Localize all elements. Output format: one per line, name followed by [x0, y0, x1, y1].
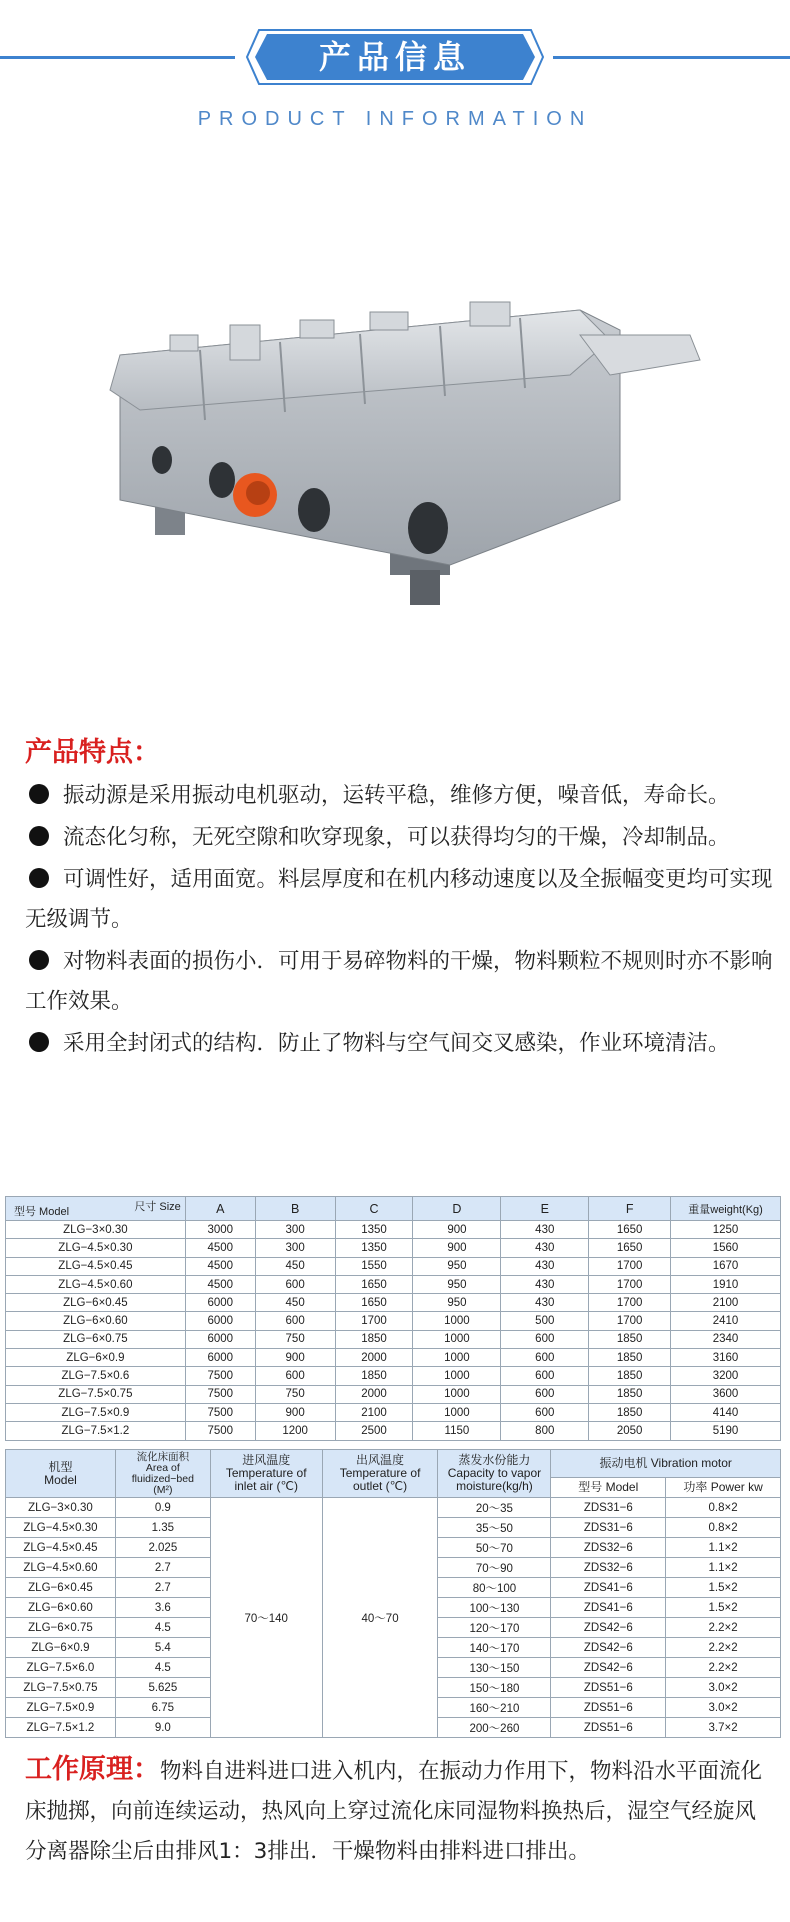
value-cell: 4500 [185, 1275, 255, 1293]
value-cell: 1560 [671, 1239, 781, 1257]
fluid-bed-dryer-illustration [100, 300, 720, 630]
model-cell: ZLG−4.5×0.30 [6, 1518, 116, 1538]
motor-model-cell: ZDS41−6 [551, 1578, 666, 1598]
features-title: 产品特点： [25, 737, 160, 768]
motor-power-cell: 3.0×2 [666, 1678, 781, 1698]
model-cell: ZLG−3×0.30 [6, 1221, 186, 1239]
value-cell: 430 [501, 1221, 589, 1239]
header-area: 流化床面积 Area of fluidized−bed (M²) [115, 1450, 210, 1498]
motor-power-cell: 2.2×2 [666, 1658, 781, 1678]
value-cell: 1850 [335, 1330, 413, 1348]
value-cell: 1850 [589, 1403, 671, 1421]
motor-model-cell: ZDS51−6 [551, 1678, 666, 1698]
model-cell: ZLG−4.5×0.30 [6, 1239, 186, 1257]
value-cell: 2340 [671, 1330, 781, 1348]
motor-power-cell: 1.5×2 [666, 1578, 781, 1598]
header-model: 机型 Model [6, 1450, 116, 1498]
col-header: E [501, 1197, 589, 1221]
header-motor-model: 型号 Model [551, 1478, 666, 1498]
model-cell: ZLG−6×0.45 [6, 1578, 116, 1598]
value-cell: 7500 [185, 1403, 255, 1421]
header-outlet: 出风温度 Temperature of outlet (℃) [322, 1450, 438, 1498]
motor-power-cell: 0.8×2 [666, 1518, 781, 1538]
model-cell: ZLG−7.5×0.75 [6, 1678, 116, 1698]
value-cell: 1910 [671, 1275, 781, 1293]
feature-text: 采用全封闭式的结构．防止了物料与空气间交叉感染，作业环境清洁。 [63, 1031, 730, 1056]
motor-power-cell: 2.2×2 [666, 1638, 781, 1658]
value-cell: 1850 [589, 1367, 671, 1385]
value-cell: 2100 [335, 1403, 413, 1421]
table-row [6, 1385, 781, 1403]
capacity-cell: 120～170 [438, 1618, 551, 1638]
header-motor: 振动电机 Vibration motor [551, 1450, 781, 1478]
value-cell: 900 [413, 1239, 501, 1257]
model-cell: ZLG−7.5×6.0 [6, 1658, 116, 1678]
header-line-left [0, 56, 235, 59]
value-cell: 1650 [335, 1275, 413, 1293]
value-cell: 3600 [671, 1385, 781, 1403]
header-line-right [553, 56, 790, 59]
value-cell: 900 [255, 1403, 335, 1421]
model-cell: ZLG−6×0.9 [6, 1638, 116, 1658]
value-cell: 2000 [335, 1349, 413, 1367]
value-cell: 4500 [185, 1257, 255, 1275]
table-row [6, 1294, 781, 1312]
bullet-icon [29, 868, 49, 888]
feature-text: 对物料表面的损伤小．可用于易碎物料的干燥，物料颗粒不规则时亦不影响工作效果。 [25, 949, 773, 1014]
value-cell: 430 [501, 1275, 589, 1293]
value-cell: 1250 [671, 1221, 781, 1239]
bullet-icon [29, 826, 49, 846]
corner-cell [6, 1197, 186, 1221]
value-cell: 1350 [335, 1221, 413, 1239]
model-cell: ZLG−4.5×0.60 [6, 1558, 116, 1578]
table-row [6, 1275, 781, 1293]
title-banner [245, 28, 545, 86]
dimensions-table [5, 1196, 781, 1441]
value-cell: 2000 [335, 1385, 413, 1403]
value-cell: 7500 [185, 1367, 255, 1385]
model-cell: ZLG−6×0.75 [6, 1330, 186, 1348]
col-header: F [589, 1197, 671, 1221]
header-capacity: 蒸发水份能力 Capacity to vapor moisture(kg/h) [438, 1450, 551, 1498]
value-cell: 750 [255, 1385, 335, 1403]
area-cell: 1.35 [115, 1518, 210, 1538]
value-cell: 900 [255, 1349, 335, 1367]
value-cell: 750 [255, 1330, 335, 1348]
model-cell: ZLG−4.5×0.45 [6, 1257, 186, 1275]
table-row [6, 1312, 781, 1330]
motor-power-cell: 1.1×2 [666, 1538, 781, 1558]
motor-model-cell: ZDS42−6 [551, 1658, 666, 1678]
col-header: B [255, 1197, 335, 1221]
motor-model-cell: ZDS32−6 [551, 1558, 666, 1578]
motor-model-cell: ZDS42−6 [551, 1618, 666, 1638]
value-cell: 6000 [185, 1294, 255, 1312]
table-row [6, 1498, 781, 1518]
value-cell: 300 [255, 1239, 335, 1257]
value-cell: 600 [501, 1385, 589, 1403]
model-cell: ZLG−7.5×1.2 [6, 1718, 116, 1738]
value-cell: 1650 [335, 1294, 413, 1312]
model-cell: ZLG−3×0.30 [6, 1498, 116, 1518]
value-cell: 600 [255, 1275, 335, 1293]
motor-model-cell: ZDS31−6 [551, 1498, 666, 1518]
value-cell: 1350 [335, 1239, 413, 1257]
motor-power-cell: 3.7×2 [666, 1718, 781, 1738]
feature-text: 振动源是采用振动电机驱动，运转平稳，维修方便，噪音低，寿命长。 [63, 783, 730, 808]
value-cell: 6000 [185, 1330, 255, 1348]
col-header: A [185, 1197, 255, 1221]
value-cell: 600 [501, 1349, 589, 1367]
header-inlet: 进风温度 Temperature of inlet air (℃) [210, 1450, 322, 1498]
feature-item [25, 818, 775, 858]
value-cell: 300 [255, 1221, 335, 1239]
value-cell: 1000 [413, 1330, 501, 1348]
value-cell: 600 [501, 1330, 589, 1348]
value-cell: 6000 [185, 1312, 255, 1330]
bullet-icon [29, 784, 49, 804]
value-cell: 1670 [671, 1257, 781, 1275]
value-cell: 1150 [413, 1422, 501, 1440]
value-cell: 500 [501, 1312, 589, 1330]
value-cell: 950 [413, 1275, 501, 1293]
motor-power-cell: 0.8×2 [666, 1498, 781, 1518]
table-row [6, 1239, 781, 1257]
capacity-cell: 20～35 [438, 1498, 551, 1518]
feature-item [25, 860, 775, 940]
value-cell: 1850 [589, 1330, 671, 1348]
feature-item [25, 942, 775, 1022]
value-cell: 430 [501, 1294, 589, 1312]
capacity-cell: 35～50 [438, 1518, 551, 1538]
feature-text: 可调性好，适用面宽。料层厚度和在机内移动速度以及全振幅变更均可实现无级调节。 [25, 867, 773, 932]
model-cell: ZLG−4.5×0.45 [6, 1538, 116, 1558]
features-section [25, 732, 775, 1064]
motor-model-cell: ZDS51−6 [551, 1698, 666, 1718]
section-header [0, 0, 790, 150]
inlet-temp-cell: 70～140 [210, 1498, 322, 1738]
area-cell: 2.025 [115, 1538, 210, 1558]
value-cell: 7500 [185, 1422, 255, 1440]
model-cell: ZLG−6×0.45 [6, 1294, 186, 1312]
capacity-cell: 100～130 [438, 1598, 551, 1618]
value-cell: 430 [501, 1239, 589, 1257]
value-cell: 1000 [413, 1403, 501, 1421]
table-header-row [6, 1450, 781, 1478]
model-cell: ZLG−6×0.60 [6, 1312, 186, 1330]
capacity-cell: 80～100 [438, 1578, 551, 1598]
value-cell: 3000 [185, 1221, 255, 1239]
corner-model-label: 型号 Model [14, 1206, 70, 1218]
table-row [6, 1422, 781, 1440]
value-cell: 1700 [589, 1275, 671, 1293]
value-cell: 7500 [185, 1385, 255, 1403]
value-cell: 600 [255, 1367, 335, 1385]
value-cell: 950 [413, 1294, 501, 1312]
value-cell: 900 [413, 1221, 501, 1239]
table-row [6, 1257, 781, 1275]
model-cell: ZLG−7.5×0.9 [6, 1698, 116, 1718]
area-cell: 3.6 [115, 1598, 210, 1618]
motor-model-cell: ZDS41−6 [551, 1598, 666, 1618]
table-row [6, 1349, 781, 1367]
col-header: 重量weight(Kg) [671, 1197, 781, 1221]
capacity-cell: 150～180 [438, 1678, 551, 1698]
model-cell: ZLG−6×0.75 [6, 1618, 116, 1638]
capacity-cell: 140～170 [438, 1638, 551, 1658]
principle-title: 工作原理： [25, 1754, 160, 1785]
product-image [100, 300, 720, 630]
page-title: 产品信息 [318, 38, 471, 76]
area-cell: 2.7 [115, 1558, 210, 1578]
bullet-icon [29, 1032, 49, 1052]
value-cell: 1850 [589, 1385, 671, 1403]
model-cell: ZLG−7.5×0.75 [6, 1385, 186, 1403]
value-cell: 450 [255, 1294, 335, 1312]
table-header-row [6, 1197, 781, 1221]
motor-power-cell: 2.2×2 [666, 1618, 781, 1638]
value-cell: 3160 [671, 1349, 781, 1367]
motor-model-cell: ZDS31−6 [551, 1518, 666, 1538]
value-cell: 2500 [335, 1422, 413, 1440]
model-cell: ZLG−4.5×0.60 [6, 1275, 186, 1293]
motor-model-cell: ZDS51−6 [551, 1718, 666, 1738]
area-cell: 4.5 [115, 1658, 210, 1678]
model-cell: ZLG−6×0.9 [6, 1349, 186, 1367]
capacity-cell: 70～90 [438, 1558, 551, 1578]
value-cell: 1000 [413, 1385, 501, 1403]
value-cell: 1000 [413, 1312, 501, 1330]
outlet-temp-cell: 40～70 [322, 1498, 438, 1738]
value-cell: 600 [501, 1367, 589, 1385]
capacity-cell: 200～260 [438, 1718, 551, 1738]
value-cell: 600 [255, 1312, 335, 1330]
value-cell: 1850 [335, 1367, 413, 1385]
value-cell: 1650 [589, 1239, 671, 1257]
model-cell: ZLG−6×0.60 [6, 1598, 116, 1618]
model-cell: ZLG−7.5×0.6 [6, 1367, 186, 1385]
motor-model-cell: ZDS32−6 [551, 1538, 666, 1558]
motor-model-cell: ZDS42−6 [551, 1638, 666, 1658]
value-cell: 3200 [671, 1367, 781, 1385]
area-cell: 0.9 [115, 1498, 210, 1518]
value-cell: 2050 [589, 1422, 671, 1440]
motor-power-cell: 3.0×2 [666, 1698, 781, 1718]
bullet-icon [29, 950, 49, 970]
feature-item [25, 776, 775, 816]
model-cell: ZLG−7.5×1.2 [6, 1422, 186, 1440]
motor-power-cell: 1.5×2 [666, 1598, 781, 1618]
value-cell: 2410 [671, 1312, 781, 1330]
value-cell: 800 [501, 1422, 589, 1440]
value-cell: 1700 [589, 1257, 671, 1275]
value-cell: 450 [255, 1257, 335, 1275]
value-cell: 1700 [589, 1312, 671, 1330]
area-cell: 4.5 [115, 1618, 210, 1638]
value-cell: 2100 [671, 1294, 781, 1312]
performance-table [5, 1449, 781, 1738]
header-motor-power: 功率 Power kw [666, 1478, 781, 1498]
table-row [6, 1403, 781, 1421]
value-cell: 1000 [413, 1349, 501, 1367]
capacity-cell: 130～150 [438, 1658, 551, 1678]
value-cell: 1700 [589, 1294, 671, 1312]
col-header: C [335, 1197, 413, 1221]
value-cell: 6000 [185, 1349, 255, 1367]
feature-text: 流态化匀称，无死空隙和吹穿现象，可以获得均匀的干燥，冷却制品。 [63, 825, 730, 850]
value-cell: 430 [501, 1257, 589, 1275]
area-cell: 5.4 [115, 1638, 210, 1658]
value-cell: 1000 [413, 1367, 501, 1385]
page-subtitle: PRODUCT INFORMATION [197, 108, 593, 130]
value-cell: 1700 [335, 1312, 413, 1330]
value-cell: 1550 [335, 1257, 413, 1275]
value-cell: 5190 [671, 1422, 781, 1440]
table-row [6, 1330, 781, 1348]
value-cell: 1850 [589, 1349, 671, 1367]
value-cell: 4140 [671, 1403, 781, 1421]
capacity-cell: 50～70 [438, 1538, 551, 1558]
area-cell: 9.0 [115, 1718, 210, 1738]
value-cell: 1650 [589, 1221, 671, 1239]
table-row [6, 1367, 781, 1385]
area-cell: 6.75 [115, 1698, 210, 1718]
model-cell: ZLG−7.5×0.9 [6, 1403, 186, 1421]
principle-text: 物料自进料进口进入机内，在振动力作用下，物料沿水平面流化床抛掷，向前连续运动，热风向上穿过流化床同湿物料换热后，湿空气经旋风分离器除尘后由排风1：3排出．干燥物料由排料进口排出。 [25, 1759, 763, 1864]
value-cell: 4500 [185, 1239, 255, 1257]
area-cell: 5.625 [115, 1678, 210, 1698]
working-principle [25, 1750, 777, 1872]
value-cell: 1200 [255, 1422, 335, 1440]
table-row [6, 1221, 781, 1239]
feature-item [25, 1024, 775, 1064]
capacity-cell: 160～210 [438, 1698, 551, 1718]
corner-size-label: 尺寸 Size [134, 1201, 181, 1213]
area-cell: 2.7 [115, 1578, 210, 1598]
motor-power-cell: 1.1×2 [666, 1558, 781, 1578]
value-cell: 950 [413, 1257, 501, 1275]
value-cell: 600 [501, 1403, 589, 1421]
col-header: D [413, 1197, 501, 1221]
